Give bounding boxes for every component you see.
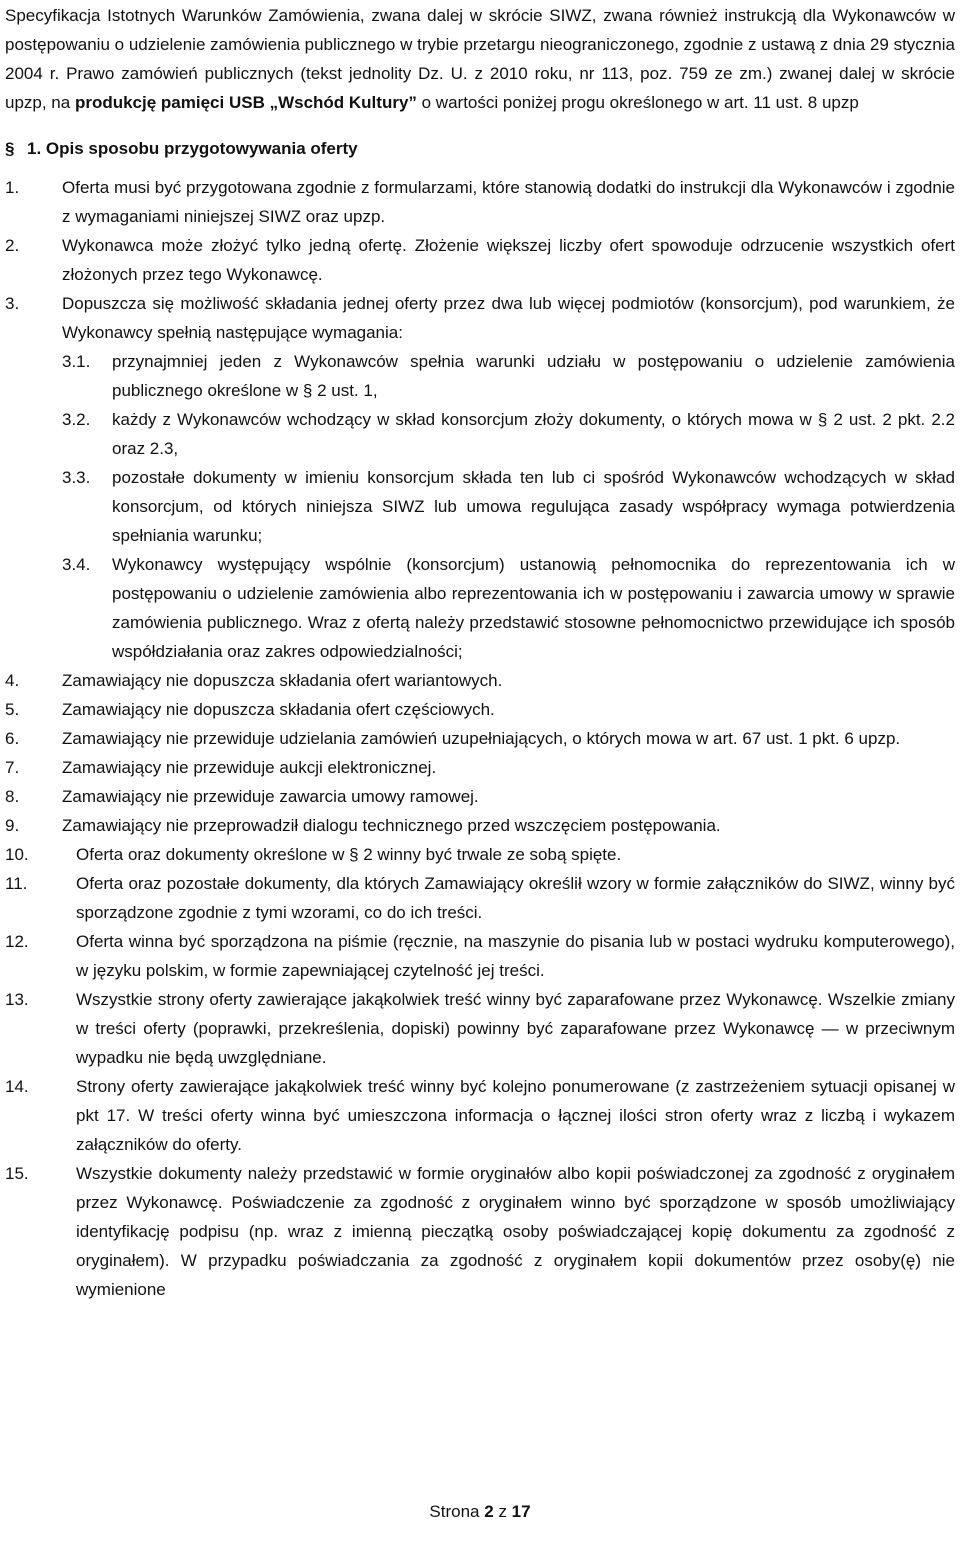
page-label: Strona xyxy=(429,1502,480,1521)
list-item: 5. Zamawiający nie dopuszcza składania ofert częściowych. xyxy=(5,700,495,719)
intro-text-end: o wartości poniżej progu określonego w art. 11 ust. 8 upzp xyxy=(416,93,859,112)
list-item: 10. Oferta oraz dokumenty określone w § 2 winny być trwale ze sobą spięte. xyxy=(5,845,622,864)
intro-text: Specyfikacja Istotnych Warunków Zamówienia, zwana dalej w skrócie SIWZ, zwana również instrukcją dla Wykonawców w postępowaniu o udzielenie zamówienia publicznego w trybie przetargu nieograniczonego, zgodnie z ustawą z dnia 29 stycznia 2004 r. Prawo zamówień publicznych (tekst jednolity Dz. U. z 2010 roku, nr 113, poz. 759 ze zm.) zwanej dalej w skrócie upzp, na xyxy=(5,6,955,112)
sub-list-item: 3.2. każdy z Wykonawców wchodzący w skład konsorcjum złoży dokumenty, o których mowa w § 2 ust. 2 pkt. 2.2 oraz 2.3, xyxy=(62,410,955,458)
list-item: 4. Zamawiający nie dopuszcza składania ofert wariantowych. xyxy=(5,671,503,690)
list-item: 15. Wszystkie dokumenty należy przedstawić w formie oryginałów albo kopii poświadczonej za zgodność z oryginałem przez Wykonawcę. Poświadczenie za zgodność z oryginałem winno być sporządzone w sposób umożliwiający identyfikację podpisu (np. wraz z imienną pieczątką osoby poświadczającej kopię dokumentu za zgodność z oryginałem). W przypadku poświadczania za zgodność z oryginałem kopii dokumentów przez osoby(ę) nie wymienione xyxy=(5,1164,955,1299)
paragraph-sign: § xyxy=(5,139,15,158)
section-title: 1. Opis sposobu przygotowywania oferty xyxy=(27,139,358,158)
sub-list-item: 3.3. pozostałe dokumenty w imieniu konsorcjum składa ten lub ci spośród Wykonawców wchodzących w skład konsorcjum, od których niniejsza SIWZ lub umowa regulująca zasady współpracy wymaga potwierdzenia spełniania warunku; xyxy=(62,468,955,545)
list-item: 14. Strony oferty zawierające jakąkolwiek treść winny być kolejno ponumerowane (z zastrzeżeniem sytuacji opisanej w pkt 17. W treści oferty winna być umieszczona informacja o łącznej ilości stron oferty wraz z liczbą i wykazem załączników do oferty. xyxy=(5,1077,955,1154)
section-heading xyxy=(5,134,955,163)
list-item: 7. Zamawiający nie przewiduje aukcji elektronicznej. xyxy=(5,758,437,777)
list-item: 13. Wszystkie strony oferty zawierające jakąkolwiek treść winny być zaparafowane przez Wykonawcę. Wszelkie zmiany w treści oferty (poprawki, przekreślenia, dopiski) powinny być zaparafowane przez Wykonawcę — w przeciwnym wypadku nie będą uwzględniane. xyxy=(5,990,955,1067)
list-item: 12. Oferta winna być sporządzona na piśmie (ręcznie, na maszynie do pisania lub w postaci wydruku komputerowego), w języku polskim, w formie zapewniającej czytelność jej treści. xyxy=(5,932,955,980)
intro-paragraph xyxy=(5,0,955,117)
page-total: 17 xyxy=(511,1502,531,1521)
list-item: 1. Oferta musi być przygotowana zgodnie z formularzami, które stanowią dodatki do instrukcji dla Wykonawców i zgodnie z wymaganiami niniejszej SIWZ oraz upzp. xyxy=(5,178,955,226)
order-subject: produkcję pamięci USB „Wschód Kultury” xyxy=(74,93,417,112)
document-page xyxy=(5,0,955,1304)
list-item: 11. Oferta oraz pozostałe dokumenty, dla których Zamawiający określił wzory w formie załączników do SIWZ, winny być sporządzone zgodnie z tymi wzorami, co do ich treści. xyxy=(5,874,955,922)
sub-list-item: 3.4. Wykonawcy występujący wspólnie (konsorcjum) ustanowią pełnomocnika do reprezentowania ich w postępowaniu o udzielenie zamówienia albo reprezentowania ich w postępowaniu i zawarcia umowy w sprawie zamówienia publicznego. Wraz z ofertą należy przedstawić stosowne pełnomocnictwo przewidujące ich sposób współdziałania oraz zakres odpowiedzialności; xyxy=(62,555,955,661)
list-item: 6. Zamawiający nie przewiduje udzielania zamówień uzupełniających, o których mowa w art. 67 ust. 1 pkt. 6 upzp. xyxy=(5,729,901,748)
page-number: 2 xyxy=(484,1502,494,1521)
list-item: 3. Dopuszcza się możliwość składania jednej oferty przez dwa lub więcej podmiotów (konsorcjum), pod warunkiem, że Wykonawcy spełnią następujące wymagania: xyxy=(5,294,955,342)
list-item: 8. Zamawiający nie przewiduje zawarcia umowy ramowej. xyxy=(5,787,479,806)
page-separator: z xyxy=(498,1502,507,1521)
sub-list-item: 3.1. przynajmniej jeden z Wykonawców spełnia warunki udziału w postępowaniu o udzielenie zamówienia publicznego określone w § 2 ust. 1, xyxy=(62,352,955,400)
requirements-list xyxy=(5,173,955,1304)
list-item: 2. Wykonawca może złożyć tylko jedną ofertę. Złożenie większej liczby ofert spowoduje odrzucenie wszystkich ofert złożonych przez tego Wykonawcę. xyxy=(5,236,955,284)
list-item: 9. Zamawiający nie przeprowadził dialogu technicznego przed wszczęciem postępowania. xyxy=(5,816,721,835)
page-footer xyxy=(0,1500,960,1524)
